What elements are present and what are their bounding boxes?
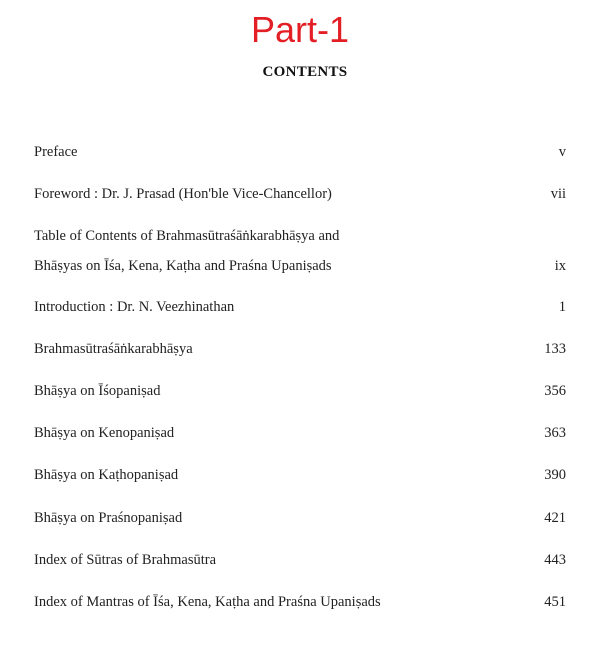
toc-entry-page: 1 <box>558 299 566 315</box>
toc-entry-page: 443 <box>544 552 566 568</box>
toc-entry-page: 421 <box>544 510 566 526</box>
toc-entry-title: Brahmasūtraśāṅkarabhāṣya <box>34 341 193 357</box>
toc-entry-page: 133 <box>544 341 566 357</box>
toc-entry-title: Introduction : Dr. N. Veezhinathan <box>34 299 235 315</box>
toc-entry-page: vii <box>550 186 566 202</box>
contents-heading: CONTENTS <box>262 64 348 80</box>
toc-entry-page: v <box>558 144 566 160</box>
toc-entry-title: Bhāṣya on Īśopaniṣad <box>34 383 161 399</box>
toc-entry-title: Bhāṣya on Kenopaniṣad <box>34 425 175 441</box>
toc-entry-title: Preface <box>34 144 78 160</box>
toc-entry-title: Index of Mantras of Īśa, Kena, Kaṭha and Praśna Upaniṣads <box>34 594 381 610</box>
toc-entry-title: Foreword : Dr. J. Prasad (Hon'ble Vice-Chancellor) <box>34 186 332 202</box>
part-label: Part-1 <box>250 9 350 50</box>
toc-entry-title-line: Bhāṣyas on Īśa, Kena, Kaṭha and Praśna Upaniṣads <box>34 258 332 274</box>
toc-entry-page: 356 <box>544 383 566 399</box>
toc-entry-page: 390 <box>544 467 566 483</box>
toc-entry-title <box>34 221 339 281</box>
toc-entry-title-line: Table of Contents of Brahmasūtraśāṅkarabhāṣya and <box>34 228 340 244</box>
toc-entry-title: Index of Sūtras of Brahmasūtra <box>34 552 217 568</box>
toc-entry-title: Bhāṣya on Kaṭhopaniṣad <box>34 467 179 483</box>
toc-entry-page: 363 <box>544 425 566 441</box>
toc-entry-table-of-contents <box>34 221 566 281</box>
toc-entry-page: ix <box>554 258 566 274</box>
toc-entry-title: Bhāṣya on Praśnopaniṣad <box>34 510 183 526</box>
toc-entry-page: 451 <box>544 594 566 610</box>
